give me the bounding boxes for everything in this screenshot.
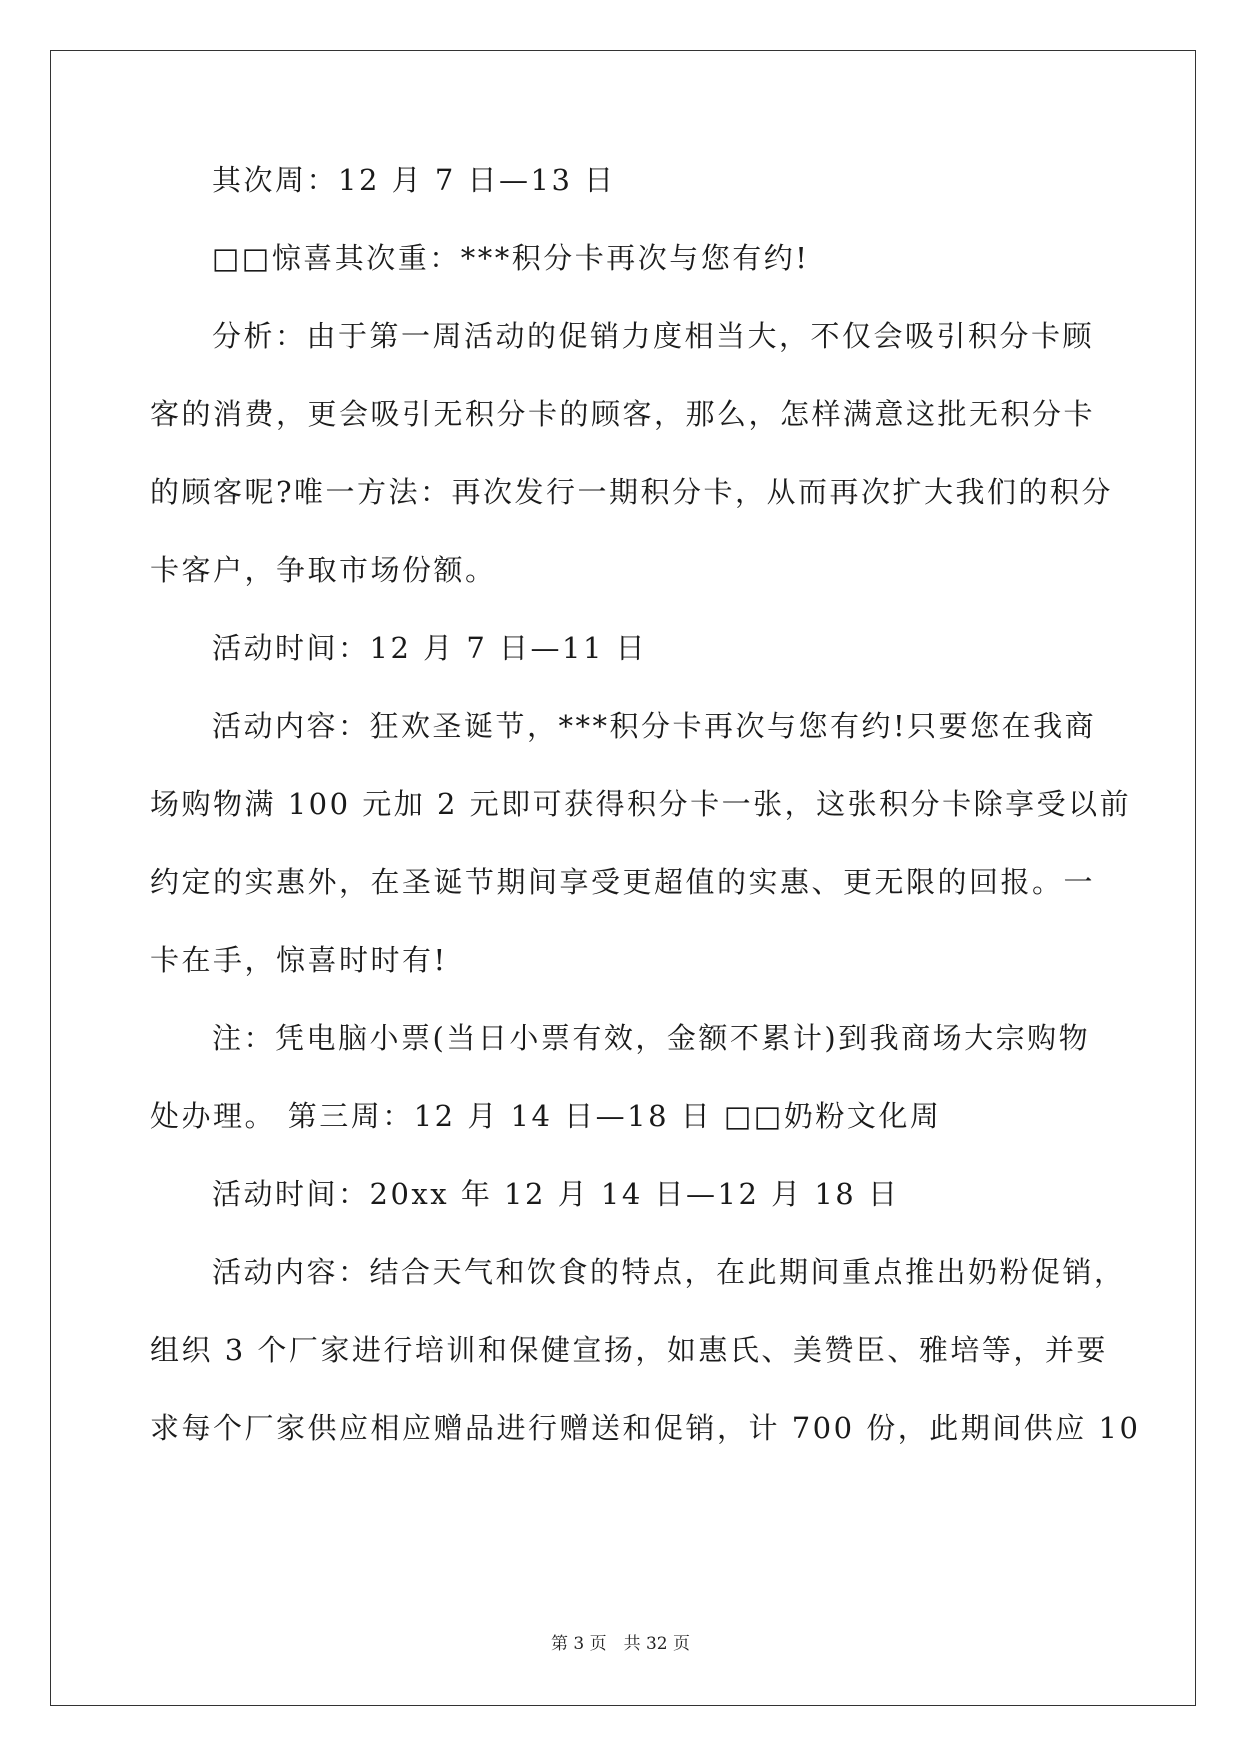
text-line: 处办理。 第三周：12 月 14 日—18 日 □□奶粉文化周 (150, 1099, 942, 1133)
text-line: 组织 3 个厂家进行培训和保健宣扬，如惠氏、美赞臣、雅培等，并要 (150, 1333, 1108, 1367)
text-line: 活动内容：结合天气和饮食的特点，在此期间重点推出奶粉促销， (212, 1255, 1126, 1289)
text-line: 活动时间：12 月 7 日—11 日 (212, 631, 648, 665)
text-line: 分析：由于第一周活动的促销力度相当大，不仅会吸引积分卡顾 (212, 319, 1095, 353)
text-line: □□惊喜其次重：***积分卡再次与您有约! (212, 241, 810, 275)
text-line: 约定的实惠外，在圣诞节期间享受更超值的实惠、更无限的回报。一 (150, 865, 1096, 899)
text-line: 求每个厂家供应相应赠品进行赠送和促销，计 700 份，此期间供应 10 (150, 1411, 1141, 1445)
text-line: 注：凭电脑小票(当日小票有效，金额不累计)到我商场大宗购物 (212, 1021, 1091, 1055)
text-line: 场购物满 100 元加 2 元即可获得积分卡一张，这张积分卡除享受以前 (150, 787, 1132, 821)
text-line: 活动内容：狂欢圣诞节，***积分卡再次与您有约!只要您在我商 (212, 709, 1097, 743)
page-number-footer: 第 3 页 共 32 页 (550, 1634, 691, 1654)
text-line: 其次周：12 月 7 日—13 日 (212, 163, 616, 197)
text-line: 卡在手，惊喜时时有! (150, 943, 448, 977)
text-line: 的顾客呢?唯一方法：再次发行一期积分卡，从而再次扩大我们的积分 (150, 475, 1114, 509)
text-line: 活动时间：20xx 年 12 月 14 日—12 月 18 日 (212, 1177, 900, 1211)
text-line: 客的消费，更会吸引无积分卡的顾客，那么，怎样满意这批无积分卡 (150, 397, 1096, 431)
text-line: 卡客户，争取市场份额。 (150, 553, 497, 587)
